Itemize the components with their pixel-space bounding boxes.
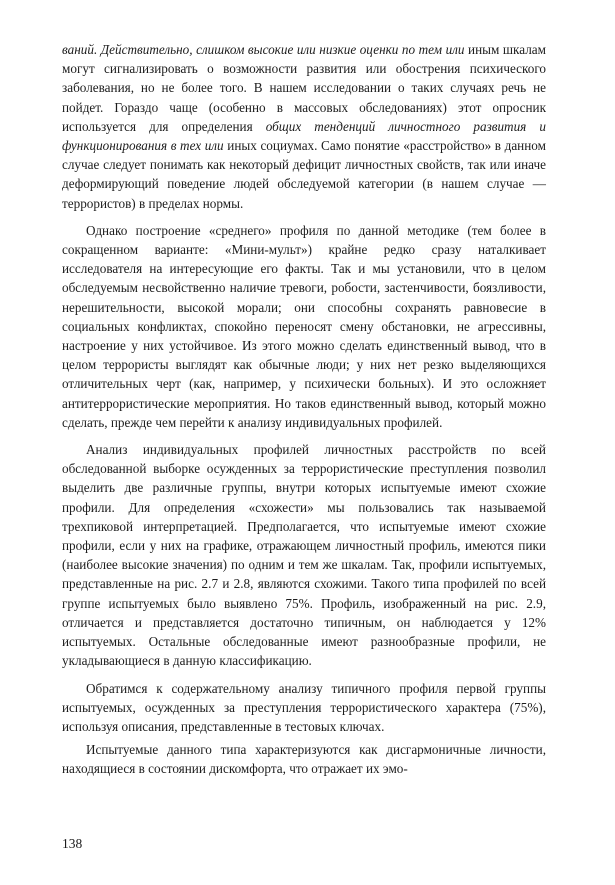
paragraph-3 — [62, 440, 546, 670]
body-text — [62, 40, 546, 779]
text-segment: ваний. — [62, 42, 101, 57]
text-segment: Действительно, слишком высокие или низкие оценки по тем или — [100, 42, 465, 57]
paragraph-4 — [62, 679, 546, 737]
page-number: 138 — [62, 836, 83, 851]
text-segment: общих тенденций личностного развития и функционирования в тех или — [62, 118, 546, 154]
document-page — [62, 40, 546, 860]
text-segment: Испытуемые данного типа характеризуются как дисгармоничные личности, находящиеся в состоянии дискомфорта, что отражает их эмо- — [62, 742, 546, 777]
text-segment: Обратимся к содержательному анализу типичного профиля первой группы испытуемых, осужденных за преступления террористического характера (75%), используя описания, представленные в тестовых ключах. — [62, 680, 546, 734]
paragraph-1 — [62, 40, 546, 213]
text-segment: иным шкалам могут сигнализировать о возможности развития или обострения психического заболевания, но не более того. В нашем исследовании о таких случаях речь не пойдет. Гораздо чаще (особенно в массовых обследованиях) этот опросник используется для определения — [62, 42, 547, 134]
paragraph-2 — [62, 221, 546, 432]
text-segment: иных социумах. Само понятие «расстройство» в данном случае следует понимать как некоторый дефицит личностных свойств, так или иначе деформирующий поведение людей обследуемой категории (в нашем случае — террористов) в пределах нормы. — [62, 138, 546, 211]
text-segment: Анализ индивидуальных профилей личностных расстройств по всей обследованной выборке осужденных за террористические преступления позволил выделить две различные группы, внутри которых испытуемые имеют схожие профили. Для определения «схожести» мы пользовались так называемой трехпиковой интерпретацией. Предполагается, что испытуемые имеют схожие профили, если у них на графике, отражающем личностный профиль, имеются пики (наиболее высокие значения) по одним и тем же шкалам. Так, профили испытуемых, представленные на рис. 2.7 и 2.8, являются схожими. Такого типа профилей по всей группе испытуемых было выявлено 75%. Профиль, изображенный на рис. 2.9, отличается и представляется достаточно типичным, он наблюдается у 12% испытуемых. Остальные обследованные имеют разнообразные профили, не укладывающиеся в данную классификацию. — [62, 442, 546, 669]
text-segment: Однако построение «среднего» профиля по данной методике (тем более в сокращенном варианте: «Мини-мульт») крайне редко сразу наталкивает исследователя на интересующие его факты. Так и мы установили, что в целом обследуемым несвойственно наличие тревоги, робости, застенчивости, боязливости, нерешительности, высокой морали; они способны сохранять равновесие в социальных конфликтах, спокойно переносят смену обстановки, не агрессивны, настроение у них устойчивое. Из этого можно сделать единственный вывод, что в целом террористы выглядят как обычные люди; у них нет резко выделяющихся отличительных черт (как, например, у психически больных). И это осложняет антитеррористические мероприятия. Но таков единственный вывод, который можно сделать, прежде чем перейти к анализу индивидуальных профилей. — [62, 222, 546, 430]
paragraph-5 — [62, 740, 546, 778]
